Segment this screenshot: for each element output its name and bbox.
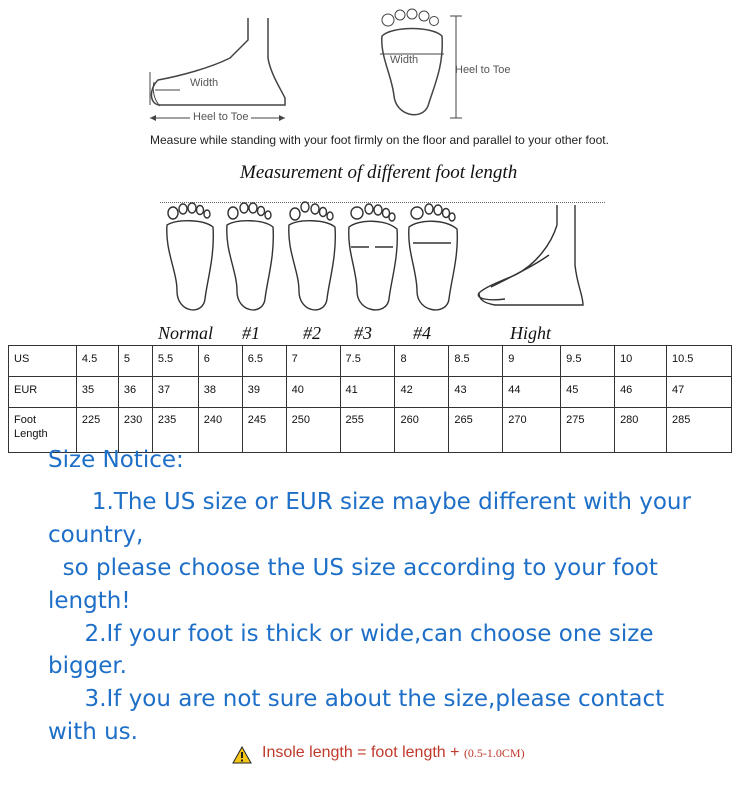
notice-line: with us. <box>48 719 138 745</box>
table-cell: 280 <box>615 408 667 453</box>
table-cell: 235 <box>152 408 198 453</box>
foot-type-4: #4 <box>413 323 431 343</box>
table-cell: 5.5 <box>152 346 198 377</box>
table-cell: 35 <box>76 377 118 408</box>
foot-types-diagram <box>155 195 595 325</box>
notice-line: 2.If your foot is thick or wide,can choose one size <box>48 621 654 647</box>
insole-range: (0.5-1.0CM) <box>463 746 525 760</box>
table-cell: 6.5 <box>242 346 286 377</box>
table-row-us <box>9 346 732 377</box>
foot-length-heading: Measurement of different foot length <box>240 162 518 183</box>
table-cell: 265 <box>449 408 503 453</box>
table-cell: 46 <box>615 377 667 408</box>
table-cell: 240 <box>198 408 242 453</box>
size-chart-table <box>8 345 732 453</box>
table-cell: 43 <box>449 377 503 408</box>
foot-type-high: Hight <box>510 323 552 343</box>
table-cell: 260 <box>395 408 449 453</box>
table-cell: 42 <box>395 377 449 408</box>
row-label: US <box>9 346 77 377</box>
table-cell: 225 <box>76 408 118 453</box>
table-cell: 255 <box>340 408 395 453</box>
size-notice-title: Size Notice: <box>48 447 184 473</box>
top-heel-to-toe-label: Heel to Toe <box>455 64 511 76</box>
table-cell: 44 <box>503 377 561 408</box>
table-cell: 230 <box>118 408 152 453</box>
table-cell: 9.5 <box>561 346 615 377</box>
table-cell: 10.5 <box>666 346 731 377</box>
table-cell: 7.5 <box>340 346 395 377</box>
table-cell: 5 <box>118 346 152 377</box>
foot-type-normal: Normal <box>158 323 214 343</box>
insole-note <box>262 744 525 762</box>
side-heel-to-toe-label: Heel to Toe <box>190 111 251 123</box>
table-cell: 38 <box>198 377 242 408</box>
table-cell: 6 <box>198 346 242 377</box>
table-cell: 8.5 <box>449 346 503 377</box>
insole-text: Insole length = foot length + <box>262 744 464 761</box>
table-cell: 270 <box>503 408 561 453</box>
row-label: EUR <box>9 377 77 408</box>
notice-line: bigger. <box>48 653 127 679</box>
table-row-eur <box>9 377 732 408</box>
table-cell: 47 <box>666 377 731 408</box>
foot-type-3: #3 <box>354 323 372 343</box>
measure-caption: Measure while standing with your foot firmly on the floor and parallel to your other foot. <box>150 133 609 147</box>
table-cell: 4.5 <box>76 346 118 377</box>
table-cell: 41 <box>340 377 395 408</box>
notice-line: so please choose the US size according to your foot <box>48 555 658 581</box>
foot-type-1: #1 <box>242 323 260 343</box>
table-cell: 39 <box>242 377 286 408</box>
warning-triangle-icon <box>232 746 252 764</box>
table-cell: 250 <box>286 408 340 453</box>
table-cell: 245 <box>242 408 286 453</box>
table-cell: 36 <box>118 377 152 408</box>
table-cell: 45 <box>561 377 615 408</box>
table-cell: 275 <box>561 408 615 453</box>
top-width-label: Width <box>390 54 419 66</box>
notice-line: 1.The US size or EUR size maybe different with your <box>48 489 691 515</box>
table-cell: 9 <box>503 346 561 377</box>
table-cell: 8 <box>395 346 449 377</box>
notice-line: country, <box>48 522 144 548</box>
table-cell: 37 <box>152 377 198 408</box>
table-cell: 7 <box>286 346 340 377</box>
notice-line: length! <box>48 588 131 614</box>
side-width-label: Width <box>190 77 219 89</box>
foot-type-2: #2 <box>303 323 321 343</box>
row-label: Foot Length <box>9 408 77 453</box>
table-cell: 285 <box>666 408 731 453</box>
table-cell: 40 <box>286 377 340 408</box>
table-cell: 10 <box>615 346 667 377</box>
notice-line: 3.If you are not sure about the size,please contact <box>48 686 665 712</box>
